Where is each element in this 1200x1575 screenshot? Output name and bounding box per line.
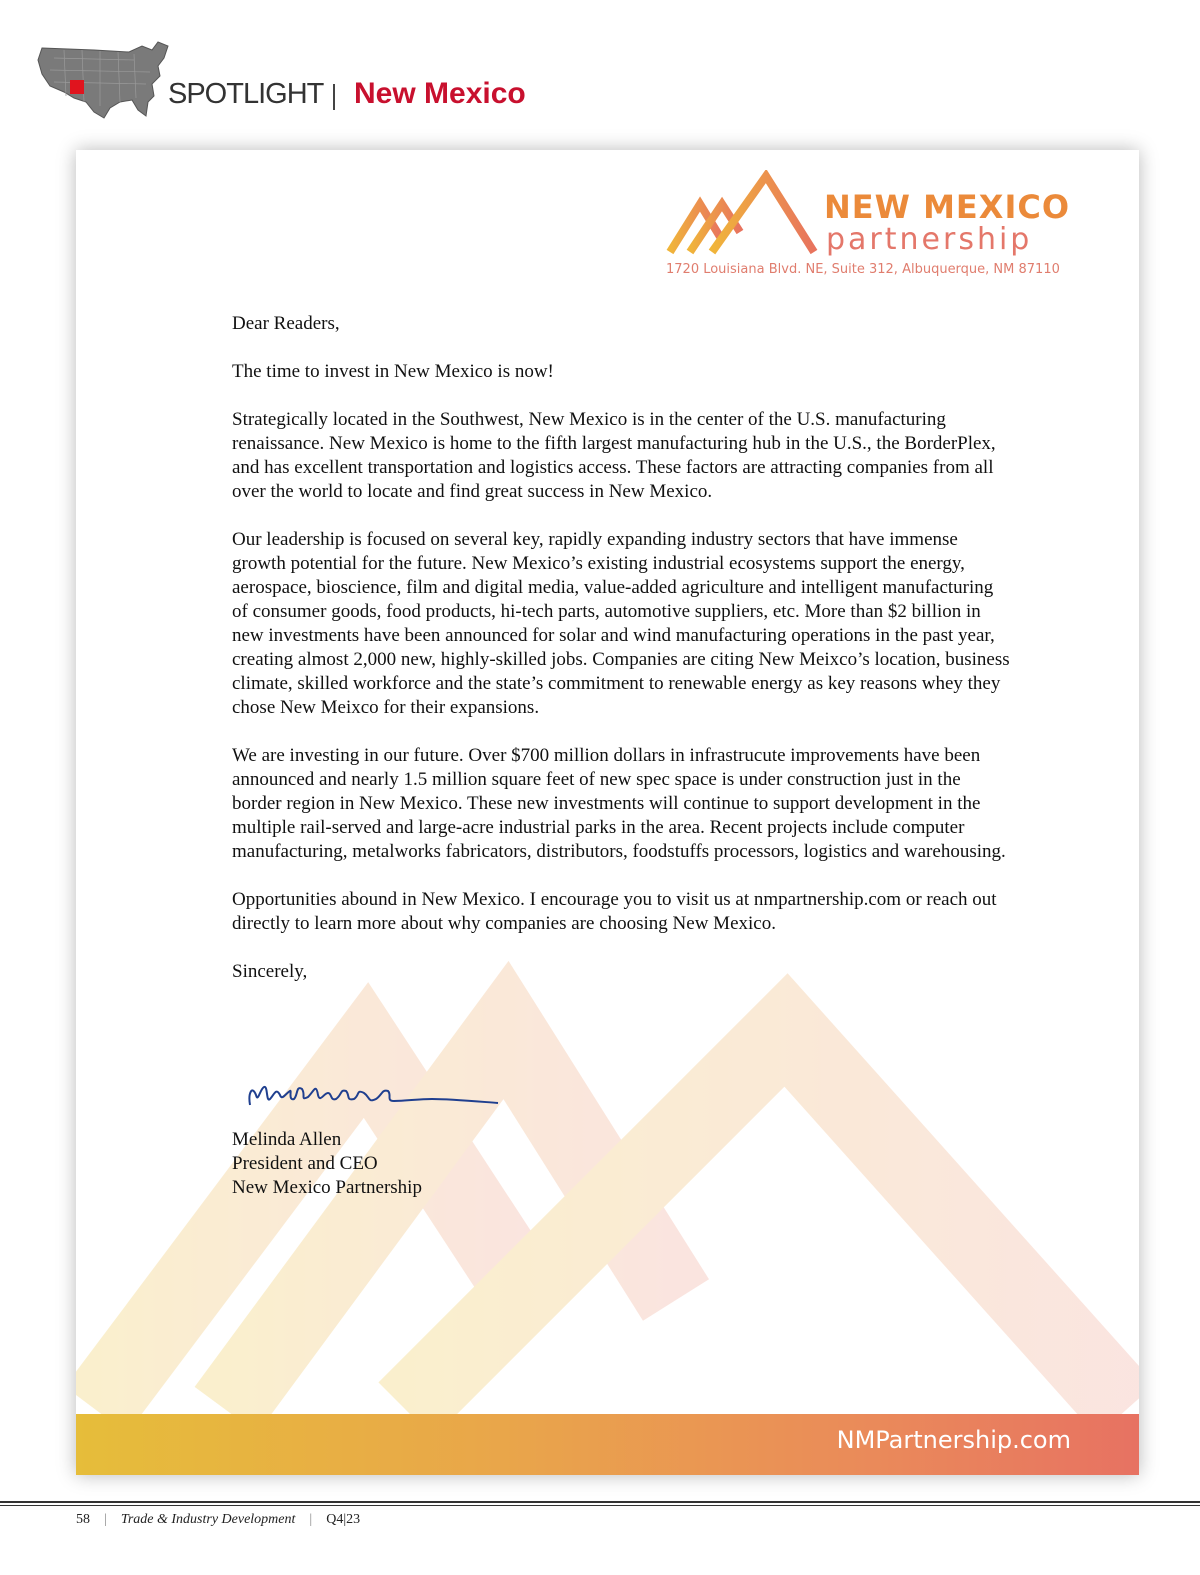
paragraph: We are investing in our future. Over $700 million dollars in infrastrucute improvements have been announced and nearly 1.5 million square feet of new spec space is under construction just in the border region in New Mexico. These new investments will continue to support development in the multiple rail-served and large-acre industrial parks in the area. Recent projects include computer manufacturing, metalworks fabricators, distributors, foodstuffs processors, logistics and warehousing. <box>232 745 1006 862</box>
org-address: 1720 Louisiana Blvd. NE, Suite 312, Albuquerque, NM 87110 <box>666 262 1060 277</box>
paragraph: Opportunities abound in New Mexico. I encourage you to visit us at nmpartnership.com or reach out directly to learn more about why companies are choosing New Mexico. <box>232 889 997 934</box>
org-name: NEW MEXICO <box>824 188 1071 226</box>
section-label: SPOTLIGHT <box>168 78 324 110</box>
issue-label: Q4|23 <box>326 1512 361 1527</box>
signer-org: New Mexico Partnership <box>232 1177 422 1198</box>
signer-name: Melinda Allen <box>232 1129 342 1150</box>
letter-sheet <box>76 150 1139 1475</box>
paragraph: Strategically located in the Southwest, New Mexico is in the center of the U.S. manufacturing renaissance. New Mexico is home to the fifth largest manufacturing hub in the U.S., the BorderPlex, and has excellent transportation and logistics access. These factors are attracting companies from all over the world to locate and find great success in New Mexico. <box>232 409 996 502</box>
signature-icon <box>236 1065 536 1120</box>
footer-rule <box>0 1501 1200 1503</box>
mountain-logo-icon <box>666 170 818 260</box>
page-title: New Mexico <box>354 77 526 110</box>
paragraph: The time to invest in New Mexico is now! <box>232 361 554 382</box>
footer-separator: | <box>309 1512 313 1527</box>
letter-body <box>232 312 1012 1008</box>
page-footer <box>76 1512 360 1528</box>
us-map-icon <box>34 36 174 126</box>
header-divider <box>333 84 335 110</box>
page-number: 58 <box>76 1512 90 1527</box>
website-url: NMPartnership.com <box>836 1426 1071 1454</box>
letter-footer-band <box>76 1414 1139 1475</box>
page-header <box>0 0 1200 140</box>
salutation: Dear Readers, <box>232 313 340 334</box>
org-name-sub: partnership <box>826 222 1033 257</box>
magazine-name: Trade & Industry Development <box>120 1512 296 1527</box>
footer-rule-thin <box>0 1505 1200 1506</box>
signer-title: President and CEO <box>232 1153 378 1174</box>
footer-separator: | <box>104 1512 107 1527</box>
closing: Sincerely, <box>232 961 308 982</box>
paragraph: Our leadership is focused on several key, rapidly expanding industry sectors that have immense growth potential for the future. New Mexico’s existing industrial ecosystems support the energy, aerospace, bioscience, film and digital media, value-added agriculture and intelligent manufacturing of consumer goods, food products, hi-tech parts, automotive suppliers, etc. More than $2 billion in new investments have been announced for solar and wind manufacturing operations in the past year, creating almost 2,000 new, highly-skilled jobs. Companies are citing New Meixco’s location, business climate, skilled workforce and the state’s commitment to renewable energy as key reasons whey they chose New Meixco for their expansions. <box>232 529 1010 718</box>
signature-block <box>232 1128 422 1200</box>
